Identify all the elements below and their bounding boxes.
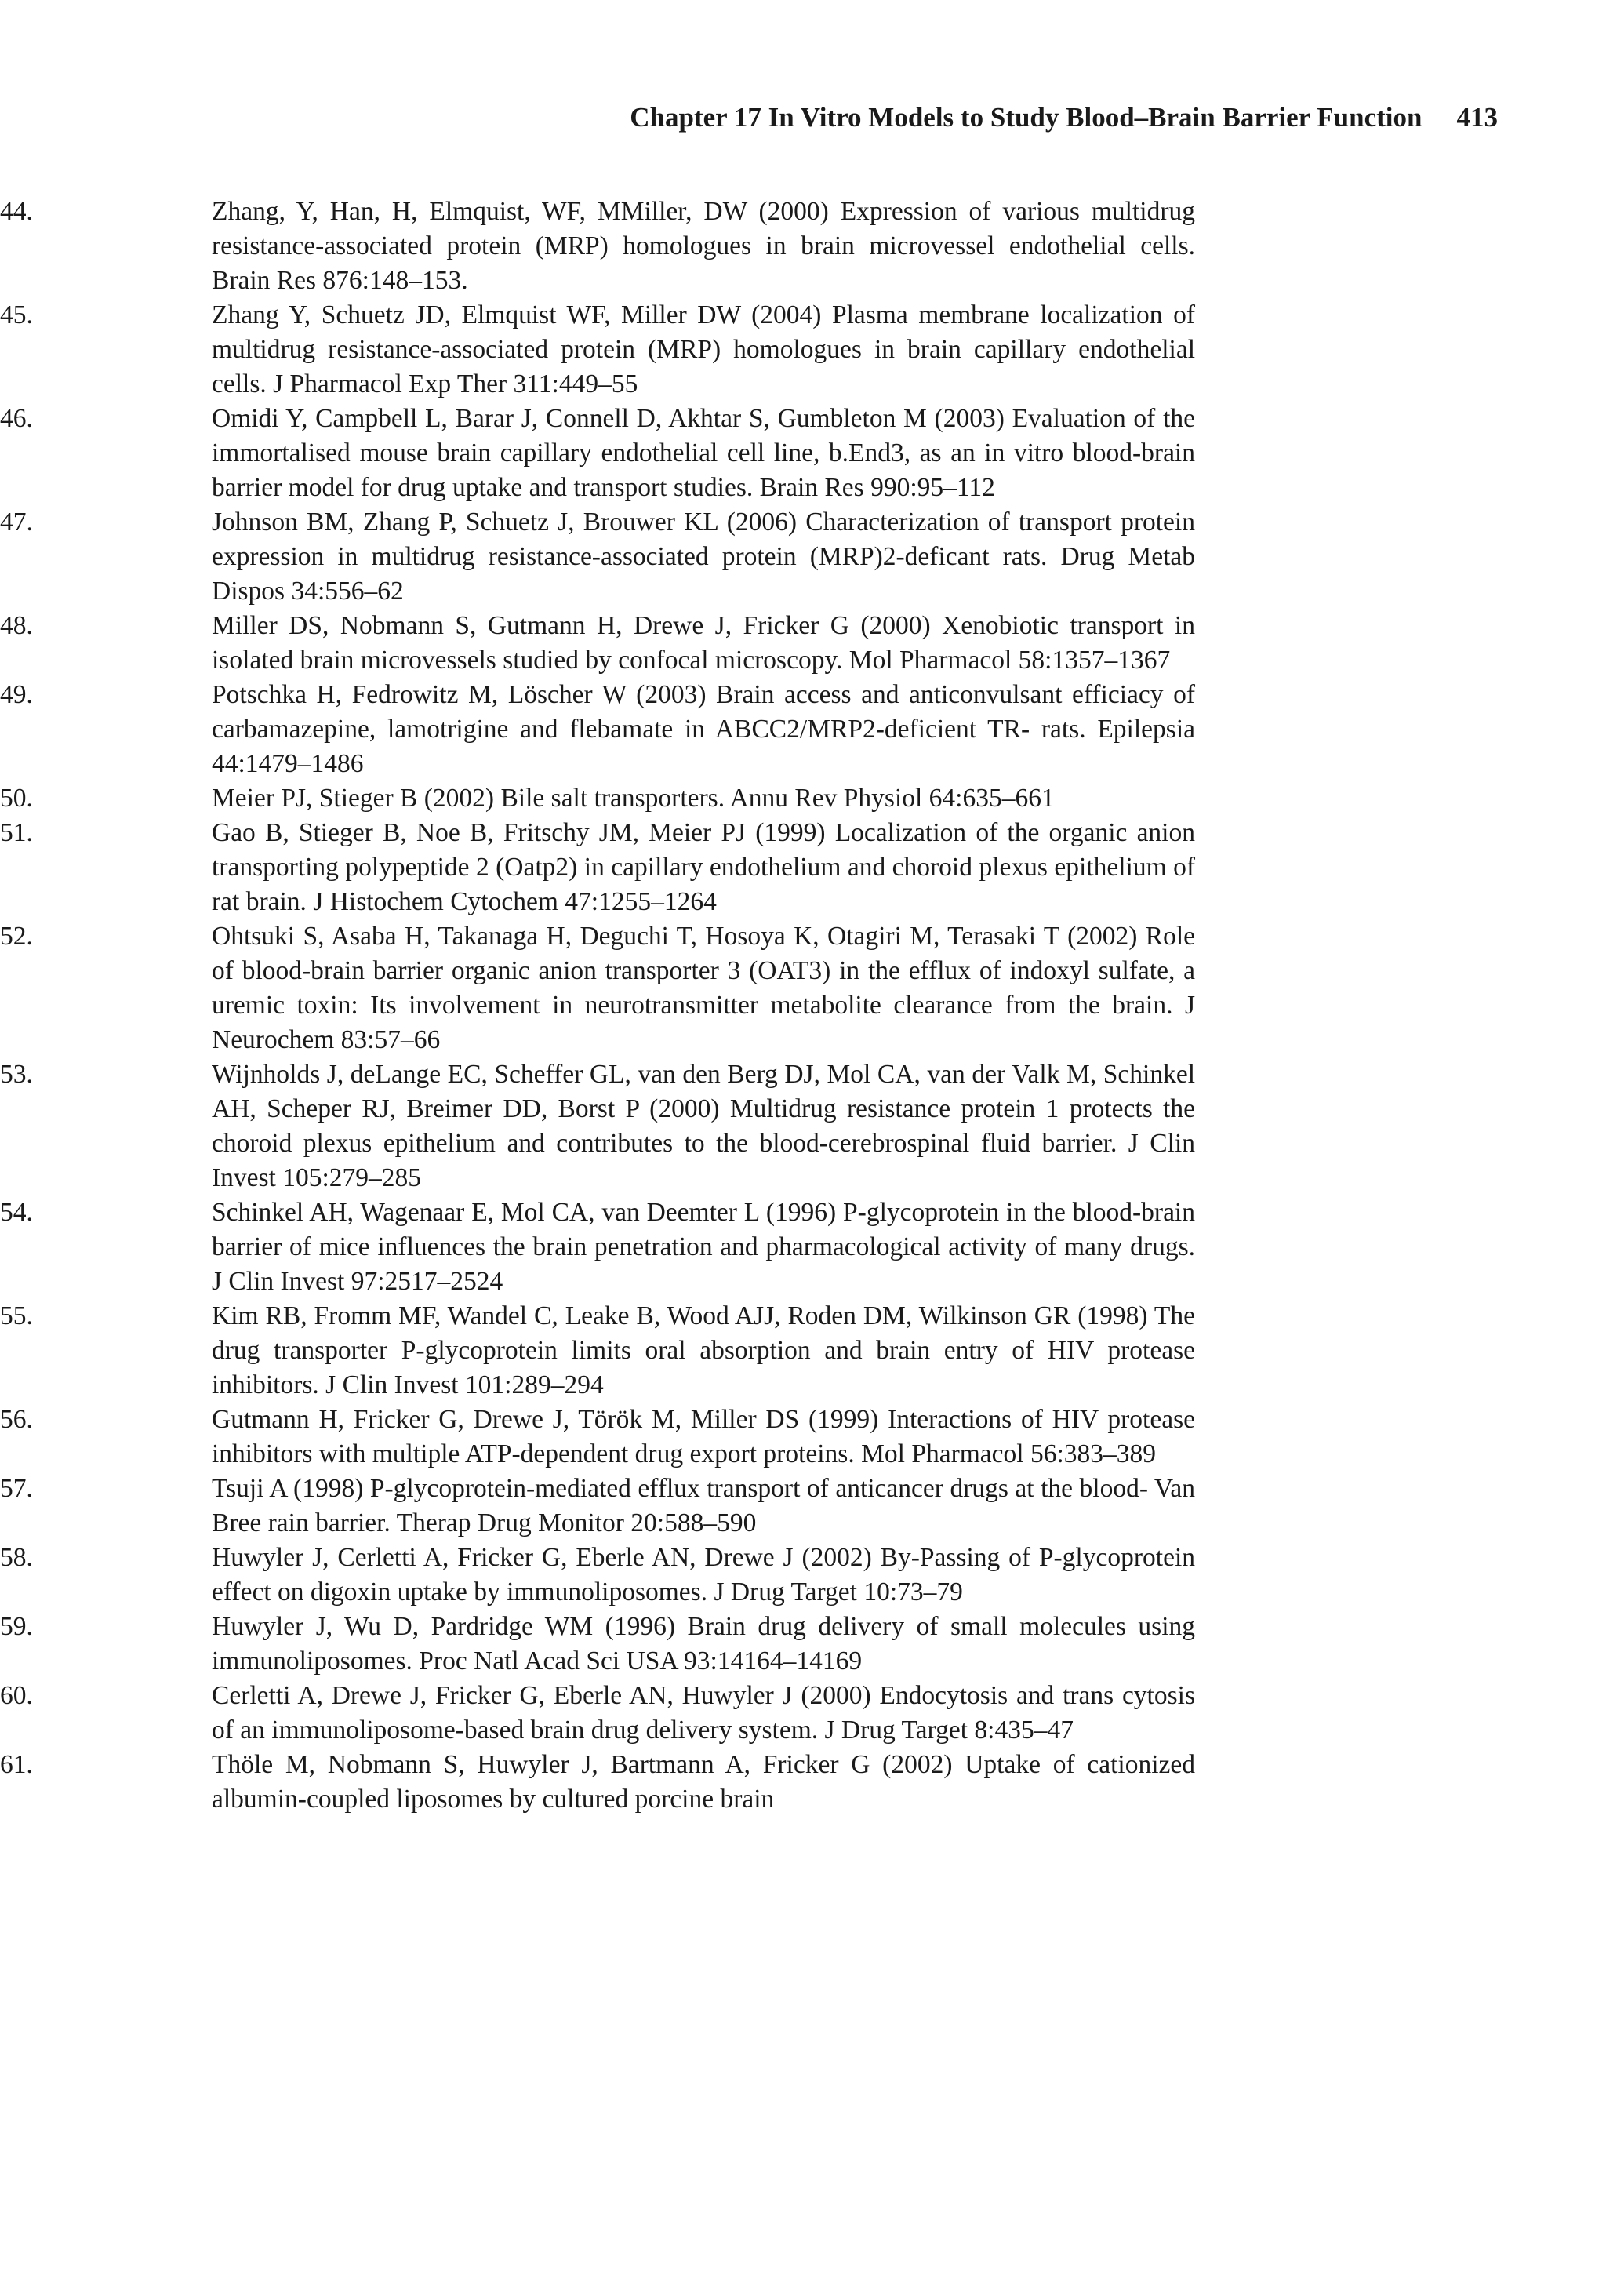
reference-item [0,1748,1195,1817]
reference-item [0,1195,1195,1299]
reference-item [0,505,1195,609]
reference-text: Omidi Y, Campbell L, Barar J, Connell D, Akhtar S, Gumbleton M (2003) Evaluation of the immortalised mouse brain capillary endothelial cell line, b.End3, as an in vitro blood-brain barrier model for drug uptake and transport studies. Brain Res 990:95–112 [212,404,1195,502]
reference-text: Gutmann H, Fricker G, Drewe J, Török M, Miller DS (1999) Interactions of HIV protease inhibitors with multiple ATP-dependent drug export proteins. Mol Pharmacol 56:383–389 [212,1405,1195,1468]
reference-number: 44. [0,197,33,226]
reference-item [0,298,1195,402]
reference-text: Miller DS, Nobmann S, Gutmann H, Drewe J, Fricker G (2000) Xenobiotic transport in isolated brain microvessels studied by confocal microscopy. Mol Pharmacol 58:1357–1367 [212,611,1195,675]
reference-text: Tsuji A (1998) P-glycoprotein-mediated efflux transport of anticancer drugs at the blood- Van Bree rain barrier. Therap Drug Monitor 20:588–590 [212,1474,1195,1537]
reference-text: Meier PJ, Stieger B (2002) Bile salt transporters. Annu Rev Physiol 64:635–661 [212,784,1055,813]
reference-text: Gao B, Stieger B, Noe B, Fritschy JM, Meier PJ (1999) Localization of the organic anion transporting polypeptide 2 (Oatp2) in capillary endothelium and choroid plexus epithelium of rat brain. J Histochem Cytochem 47:1255–1264 [212,818,1195,916]
reference-item [0,781,1195,816]
reference-text: Cerletti A, Drewe J, Fricker G, Eberle AN, Huwyler J (2000) Endocytosis and trans cytosis of an immunoliposome-based brain drug delivery system. J Drug Target 8:435–47 [212,1681,1195,1745]
reference-number: 46. [0,404,33,433]
reference-item [0,1472,1195,1541]
reference-list [0,195,1195,1817]
reference-number: 59. [0,1612,33,1641]
reference-item [0,1610,1195,1679]
page-number: 413 [1456,102,1498,133]
reference-number: 50. [0,784,33,813]
reference-item [0,1299,1195,1403]
running-head [0,100,1498,135]
reference-text: Huwyler J, Wu D, Pardridge WM (1996) Brain drug delivery of small molecules using immunoliposomes. Proc Natl Acad Sci USA 93:14164–14169 [212,1612,1195,1676]
reference-number: 48. [0,611,33,640]
reference-text: Thöle M, Nobmann S, Huwyler J, Bartmann A, Fricker G (2002) Uptake of cationized albumin-coupled liposomes by cultured porcine brain [212,1750,1195,1814]
reference-text: Wijnholds J, deLange EC, Scheffer GL, van den Berg DJ, Mol CA, van der Valk M, Schinkel AH, Scheper RJ, Breimer DD, Borst P (2000) Multidrug resistance protein 1 protects the choroid plexus epithelium and contributes to the blood-cerebrospinal fluid barrier. J Clin Invest 105:279–285 [212,1060,1195,1192]
reference-item [0,1403,1195,1472]
reference-item [0,919,1195,1057]
reference-text: Potschka H, Fedrowitz M, Löscher W (2003) Brain access and anticonvulsant efficiacy of carbamazepine, lamotrigine and flebamate in ABCC2/MRP2-deficient TR- rats. Epilepsia 44:1479–1486 [212,680,1195,778]
running-title: Chapter 17 In Vitro Models to Study Blood–Brain Barrier Function [630,102,1423,133]
reference-number: 58. [0,1543,33,1572]
reference-number: 55. [0,1301,33,1330]
reference-item [0,1679,1195,1748]
reference-item [0,816,1195,919]
reference-text: Ohtsuki S, Asaba H, Takanaga H, Deguchi T, Hosoya K, Otagiri M, Terasaki T (2002) Role of blood-brain barrier organic anion transporter 3 (OAT3) in the efflux of indoxyl sulfate, a uremic toxin: Its involvement in neurotransmitter metabolite clearance from the brain. J Neurochem 83:57–66 [212,922,1195,1054]
reference-text: Johnson BM, Zhang P, Schuetz J, Brouwer KL (2006) Characterization of transport protein expression in multidrug resistance-associated protein (MRP)2-deficant rats. Drug Metab Dispos 34:556–62 [212,508,1195,606]
reference-text: Kim RB, Fromm MF, Wandel C, Leake B, Wood AJJ, Roden DM, Wilkinson GR (1998) The drug transporter P-glycoprotein limits oral absorption and brain entry of HIV protease inhibitors. J Clin Invest 101:289–294 [212,1301,1195,1399]
reference-number: 51. [0,818,33,847]
reference-text: Schinkel AH, Wagenaar E, Mol CA, van Deemter L (1996) P-glycoprotein in the blood-brain barrier of mice influences the brain penetration and pharmacological activity of many drugs. J Clin Invest 97:2517–2524 [212,1198,1195,1296]
reference-number: 52. [0,922,33,951]
reference-item [0,195,1195,298]
reference-text: Zhang, Y, Han, H, Elmquist, WF, MMiller, DW (2000) Expression of various multidrug resistance-associated protein (MRP) homologues in brain microvessel endothelial cells. Brain Res 876:148–153. [212,197,1195,295]
reference-item [0,678,1195,781]
reference-text: Huwyler J, Cerletti A, Fricker G, Eberle AN, Drewe J (2002) By-Passing of P-glycoprotein effect on digoxin uptake by immunoliposomes. J Drug Target 10:73–79 [212,1543,1195,1606]
reference-number: 45. [0,300,33,329]
reference-number: 54. [0,1198,33,1227]
reference-number: 60. [0,1681,33,1710]
reference-item [0,1057,1195,1195]
reference-item [0,609,1195,678]
reference-number: 53. [0,1060,33,1089]
reference-text: Zhang Y, Schuetz JD, Elmquist WF, Miller DW (2004) Plasma membrane localization of multidrug resistance-associated protein (MRP) homologues in brain capillary endothelial cells. J Pharmacol Exp Ther 311:449–55 [212,300,1195,398]
reference-number: 57. [0,1474,33,1503]
reference-number: 49. [0,680,33,709]
reference-number: 47. [0,508,33,537]
reference-number: 61. [0,1750,33,1779]
reference-item [0,1541,1195,1610]
reference-item [0,402,1195,505]
reference-number: 56. [0,1405,33,1434]
